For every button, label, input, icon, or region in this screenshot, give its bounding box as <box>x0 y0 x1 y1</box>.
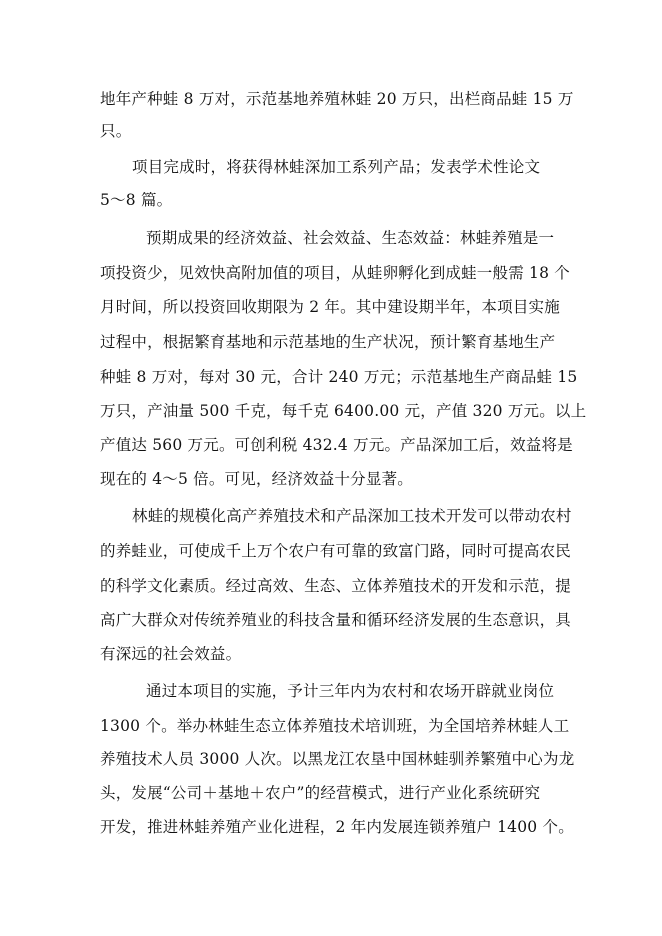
text-line: 预期成果的经济效益、社会效益、生态效益：林蛙养殖是一 <box>146 229 555 247</box>
text-line: 头，发展“公司＋基地＋农户”的经营模式，进行产业化系统研究 <box>100 784 541 802</box>
text-line: 通过本项目的实施，予计三年内为农村和农场开辟就业岗位 <box>146 682 555 700</box>
text-line: 过程中，根据繁育基地和示范基地的生产状况，预计繁育基地生产 <box>100 333 556 351</box>
text-line: 的科学文化素质。经过高效、生态、立体养殖技术的开发和示范，提 <box>100 577 572 595</box>
text-line: 1300 个。举办林蛙生态立体养殖技术培训班，为全国培养林蛙人工 <box>100 717 570 735</box>
text-line: 的养蛙业，可使成千上万个农户有可靠的致富门路，同时可提高农民 <box>100 542 572 560</box>
text-line: 月时间，所以投资回收期限为 2 年。其中建设期半年，本项目实施 <box>100 298 560 316</box>
text-line: 项目完成时，将获得林蛙深加工系列产品；发表学术性论文 <box>132 158 541 176</box>
text-line: 养殖技术人员 3000 人次。以黑龙江农垦中国林蛙驯养繁殖中心为龙 <box>100 750 575 768</box>
text-line: 产值达 560 万元。可创利税 432.4 万元。产品深加工后，效益将是 <box>100 436 573 454</box>
text-line: 只。 <box>100 122 132 140</box>
text-line: 种蛙 8 万对，每对 30 元，合计 240 万元；示范基地生产商品蛙 15 <box>100 368 578 386</box>
text-line: 地年产种蛙 8 万对，示范基地养殖林蛙 20 万只，出栏商品蛙 15 万 <box>100 90 574 108</box>
text-line: 万只，产油量 500 千克，每千克 6400.00 元，产值 320 万元。以上 <box>100 402 587 420</box>
text-line: 项投资少，见效快高附加值的项目，从蛙卵孵化到成蛙一般需 18 个 <box>100 264 570 282</box>
text-line: 开发，推进林蛙养殖产业化进程，2 年内发展连锁养殖户 1400 个。 <box>100 818 574 836</box>
text-line: 林蛙的规模化高产养殖技术和产品深加工技术开发可以带动农村 <box>132 507 572 525</box>
text-line: 有深远的社会效益。 <box>100 645 242 663</box>
text-line: 现在的 4～5 倍。可见，经济效益十分显著。 <box>100 470 413 488</box>
text-line: 5～8 篇。 <box>100 191 173 209</box>
text-line: 高广大群众对传统养殖业的科技含量和循环经济发展的生态意识，具 <box>100 611 572 629</box>
